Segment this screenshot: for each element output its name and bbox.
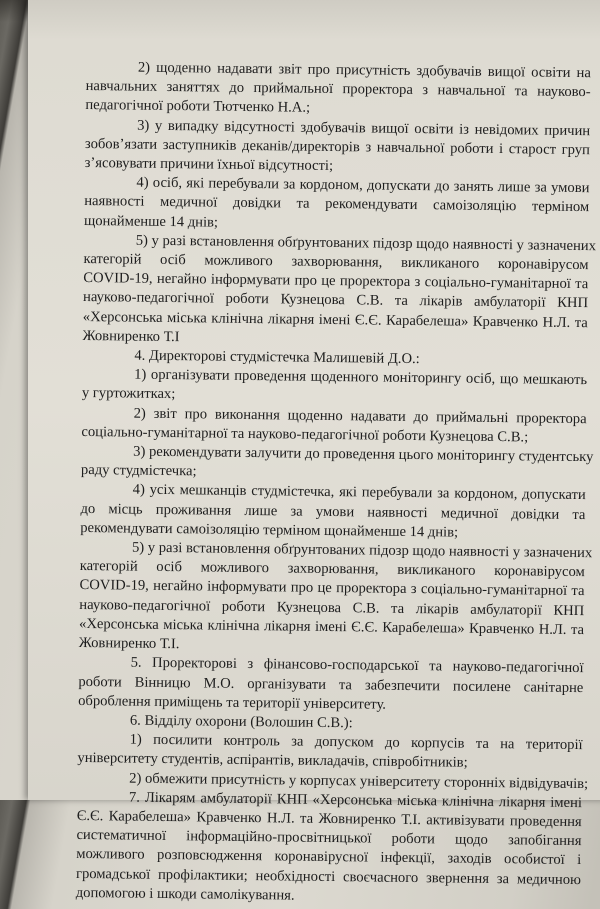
document-line: наявності медичної довідки та рекомендувати самоізоляцію терміном — [84, 193, 590, 216]
document-line: 1) організувати проведення щоденного моніторингу осіб, що мешкають — [134, 366, 588, 389]
document-line: 7. Лікарям амбулаторії КНП «Херсонська міська клінічна лікарня імені — [128, 789, 583, 811]
document-line: університету студентів, аспірантів, викладачів, співробітників; — [77, 750, 468, 772]
document-line: 4. Директорові студмістечка Малишевій Д.О.: — [134, 347, 420, 368]
document-line: Є.Є. Карабелеша» Кравченко Н.Л. та Жовниренко Т.І. активізувати проведення — [76, 807, 582, 831]
document-line: Жовниренко Т.І — [82, 327, 180, 346]
document-line: допомогою і шкоди самолікування. — [75, 884, 295, 904]
document-line: навчальних заняттях до приймальної проректора з навчальної та науково- — [85, 78, 591, 101]
document-body — [75, 58, 597, 909]
document-line: громадської профілактики; необхідності своєчасного звернення за медичною — [75, 865, 582, 888]
document-line: 1) посилити контроль за допуском до корпусів та на території — [129, 731, 583, 754]
document-line: «Херсонська міська клінічна лікарня імені Є.Є. Карабелеша» Кравченко Н.Л. та — [82, 308, 588, 331]
document-line: зобов’язати заступників деканів/директорів з навчальної роботи і старост груп — [84, 135, 591, 158]
document-line: 6. Відділу охорони (Волошин С.В.): — [129, 712, 353, 732]
document-line: систематичної інформаційно-просвітницької роботи щодо запобігання — [76, 827, 582, 850]
document-line: 3) у випадку відсутності здобувачів вищої освіти із невідомих причин — [137, 117, 591, 139]
document-line: науково-педагогічної роботи Кузнецова С.В. та лікарів амбулаторії КНП — [79, 596, 585, 619]
document-line: COVID-19, негайно інформувати про це проректора з соціально-гуманітарної та — [79, 577, 585, 600]
document-line: Жовниренко Т.І. — [78, 635, 180, 653]
document-line: роботи Вінницю М.О. організувати та забезпечити посилене санітарне — [78, 673, 584, 696]
document-line: щонайменше 14 днів; — [83, 212, 219, 231]
document-line: категорій осіб можливого захворювання, викликаного коронавірусом — [83, 251, 589, 274]
document-line: 2) звіт про виконання щоденно надавати до приймальні проректора — [133, 405, 587, 427]
document-line: у гуртожитках; — [81, 385, 176, 403]
document-line: 2) щоденно надавати звіт про присутність здобувачів вищої освіти на — [137, 59, 591, 82]
document-line: оброблення приміщень та території університету. — [78, 692, 387, 713]
document-line: можливого розповсюдження коронавірусної інфекції, заходів особистої і — [76, 846, 582, 869]
document-line: 2) обмежити присутність у корпусах університету сторонніх відвідувачів; — [129, 770, 589, 792]
document-line: соціально-гуманітарної та науково-педагогічної роботи Кузнецова С.В.; — [81, 423, 529, 446]
document-line: 4) усіх мешканців студмістечка, які перебували за кордоном, допускати — [132, 482, 586, 504]
document-line: рекомендувати самоізоляцію терміном щонайменше 14 днів; — [80, 519, 459, 541]
document-line: «Херсонська міська клінічна лікарня імені Є.Є. Карабелеша» Кравченко Н.Л. та — [78, 615, 585, 639]
document-line: категорій осіб можливого захворювання, викликаного коронавірусом — [79, 558, 585, 581]
document-line: 4) осіб, які перебували за кордоном, допускати до занять лише за умови — [136, 174, 590, 197]
document-line: 5) у разі встановлення обґрунтованих підозр щодо наявності у зазначених — [131, 539, 593, 562]
document-line: раду студмістечка; — [80, 462, 197, 480]
document-line: науково-педагогічної роботи Кузнецова С.В. та лікарів амбулаторії КНП — [82, 289, 589, 312]
document-line: до місць проживання лише за умови наявності медичної довідки та — [80, 500, 586, 523]
document-line: 5. Проректорові з фінансово-господарської та науково-педагогічної — [130, 654, 584, 677]
document-line: 5) у разі встановлення обґрунтованих підозр щодо наявності у зазначених — [135, 232, 597, 255]
document-line: 3) рекомендувати залучити до проведення цього моніторингу студентську — [133, 443, 594, 466]
document-line: з’ясовувати причини їхньої відсутності; — [84, 155, 334, 175]
document-line: педагогічної роботи Тютченко Н.А.; — [85, 97, 311, 117]
document-line: COVID-19, негайно інформувати про це проректора з соціально-гуманітарної та — [83, 270, 589, 293]
